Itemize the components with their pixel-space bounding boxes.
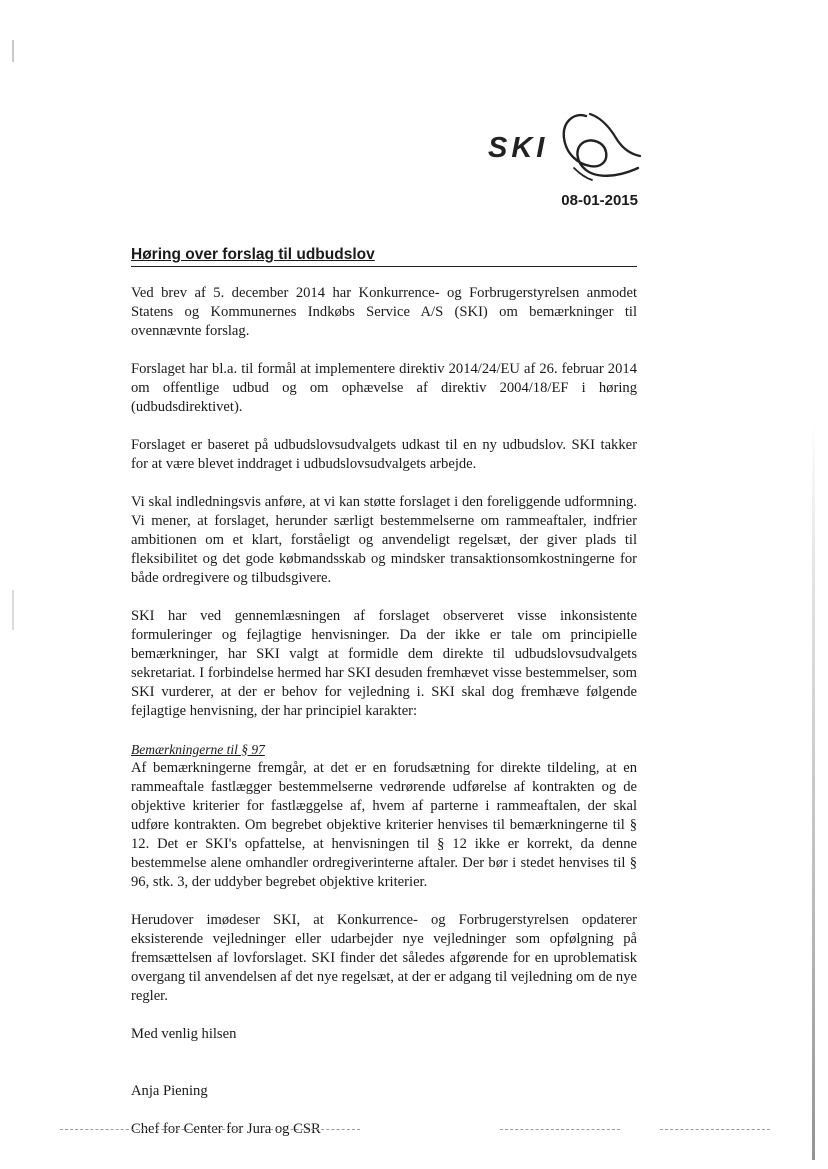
signer-name: Anja Piening (131, 1083, 208, 1099)
letter-body (131, 284, 637, 1158)
scan-footer-line (60, 1129, 240, 1130)
scan-margin-mark (12, 590, 14, 630)
paragraph-3: Forslaget er baseret på udbudslovsudvalgets udkast til en ny udbudslov. SKI takker for at være blevet inddraget i udbudslovsudvalgets arbejde. (131, 437, 637, 472)
paragraph-2: Forslaget har bl.a. til formål at implementere direktiv 2014/24/EU af 26. februar 2014 om offentlige udbud og om ophævelse af direktiv 2004/18/EF i høring (udbudsdirektivet). (131, 361, 637, 415)
logo-wordmark: SKI (488, 132, 549, 164)
scan-footer-line (660, 1129, 770, 1130)
paragraph-5: SKI har ved gennemlæsningen af forslaget observeret visse inkonsistente formuleringer og fejlagtige henvisninger. Da der ikke er tale om principielle bemærkninger, har SKI valgt at formidle dem direkte til udbudslovsudvalgets sekretariat. I forbindelse hermed har SKI desuden fremhævet visse bestemmelser, som SKI vurderer, at der er behov for vejledning i. SKI skal dog fremhæve følgende fejlagtige henvisning, der har principiel karakter: (131, 608, 637, 719)
letter-title: Høring over forslag til udbudslov (131, 246, 637, 267)
scan-footer-line (270, 1129, 360, 1130)
section-text: Af bemærkningerne fremgår, at det er en forudsætning for direkte tildeling, at en rammeaftale fastlægger bestemmelserne vedrørende udførelse af kontrakten og de objektive kriterier for fastlæggelse af, hvem af parterne i rammeaftalen, der skal udføre kontrakten. Om begrebet objektive kriterier henvises til bemærkningerne til § 12. Det er SKI's opfattelse, at henvisningen til § 12 ikke er korrekt, da denne bestemmelse alene omhandler ordregiverinterne aftaler. Der bør i stedet henvises til § 96, stk. 3, der uddyber begrebet objektive kriterier. (131, 760, 637, 890)
signoff-greeting: Med venlig hilsen (131, 1026, 237, 1042)
section-heading: Bemærkningerne til § 97 (131, 742, 265, 757)
ski-logo (488, 108, 648, 184)
section-97 (131, 740, 637, 892)
scan-footer-line (500, 1129, 620, 1130)
paragraph-4: Vi skal indledningsvis anføre, at vi kan støtte forslaget i den foreliggende udformning. Vi mener, at forslaget, herunder særligt bestemmelserne om rammeaftaler, indfrier ambitionen om et klart, forståeligt og anvendeligt regelsæt, der giver plads til fleksibilitet og det gode købmandsskab og mindsker transaktionsomkostningerne for både ordregivere og tilbudsgivere. (131, 494, 637, 586)
letter-date: 08-01-2015 (561, 192, 638, 209)
signer-role: Chef for Center for Jura og CSR (131, 1121, 321, 1137)
paragraph-1: Ved brev af 5. december 2014 har Konkurrence- og Forbrugerstyrelsen anmodet Statens og Kommunernes Indkøbs Service A/S (SKI) om bemærkninger til ovennævnte forslag. (131, 285, 637, 339)
ski-swoosh-icon (546, 108, 644, 184)
scan-margin-mark (12, 40, 14, 62)
closing-paragraph: Herudover imødeser SKI, at Konkurrence- og Forbrugerstyrelsen opdaterer eksisterende vejledninger eller udarbejder nye vejledninger som opfølgning på fremsættelsen af lovforslaget. SKI finder det således afgørende for en uproblematisk overgang til anvendelsen af det nye regelsæt, at der er adgang til vejledning om de nye regler. (131, 912, 637, 1004)
scan-edge-shadow (812, 420, 815, 1160)
